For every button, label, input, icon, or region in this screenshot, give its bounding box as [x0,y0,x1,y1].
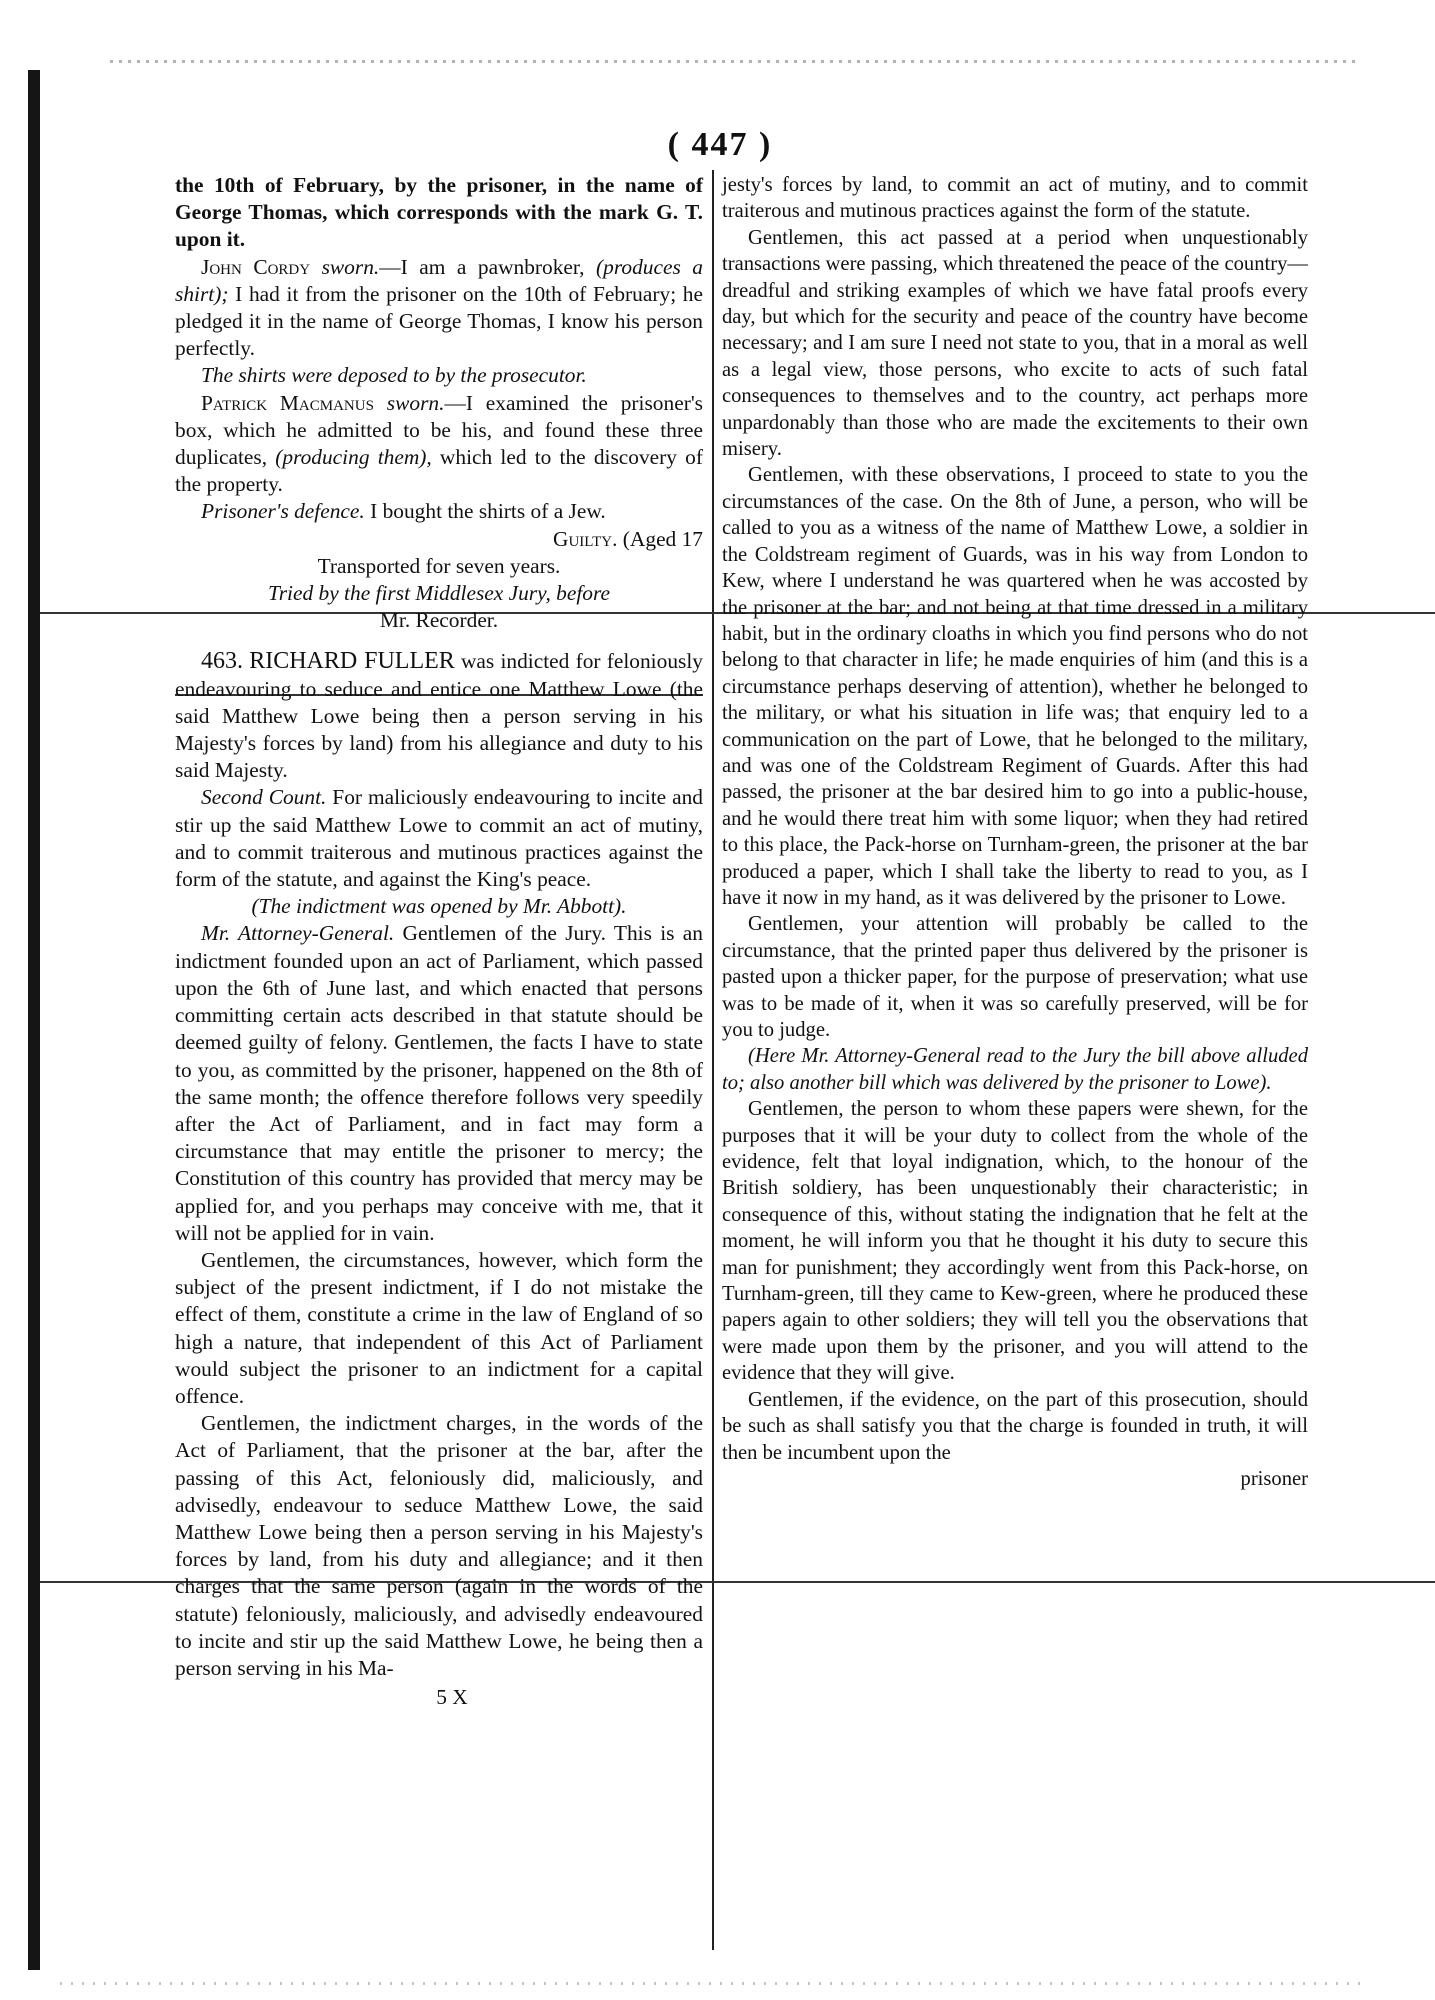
continued-paragraph: jesty's forces by land, to commit an act of mutiny, and to commit traiterous and mutinous practices against the form of the statute. [722,174,1308,223]
speech-paragraph: Gentlemen, this act passed at a period when unquestionably transactions were passing, which threatened the peace of the country—dreadful and striking examples of which we have fatal proofs every day, but which for the security and peace of the country have become necessary; and I am sure I need not state to you, that in a moral as well as a legal view, those persons, who excite to acts of such fatal consequences to themselves and to the country, act perhaps more unpardonably than those who are made the excitements to their own misery. [722,226,1308,461]
continued-paragraph: the 10th of February, by the prisoner, in the name of George Thomas, which corresponds with the mark G. T. upon it. [175,173,703,252]
defence-text: I bought the shirts of a Jew. [364,499,606,524]
testimony-cordy [175,254,703,363]
defence-label: Prisoner's defence. [201,499,365,524]
prisoner-defence [175,498,703,525]
sentence: Transported for seven years. [317,553,561,578]
opened-by-note: (The indictment was opened by Mr. Abbott). [251,894,627,919]
testimony-text: —I am a pawnbroker, [379,254,597,279]
charge-text: was indicted for feloniously endeavouring to seduce and entice one Matthew Lowe (the said Matthew Lowe being then a person serving in his Majesty's forces by land) from his allegiance and duty to his said Majesty. [175,649,703,783]
reading-note: (Here Mr. Attorney-General read to the Jury the bill above alluded to; also another bill which was delivered by the prisoner to Lowe). [722,1045,1308,1094]
scan-binding-edge [28,70,40,1970]
stage-direction: (produces a shirt); [175,254,703,306]
tried-by-judge: Mr. Recorder. [379,608,499,633]
scan-top-noise [110,60,1360,63]
right-column [722,172,1308,1492]
speech-paragraph: Gentlemen, if the evidence, on the part of this prosecution, should be such as shall satisfy you that the charge is founded in truth, it will then be incumbent upon the [722,1388,1308,1464]
second-count [175,784,703,893]
verdict-line [175,526,703,553]
speaker-label: Mr. Attorney-General. [201,921,395,946]
attorney-general-speech [175,920,703,1246]
deposition-note: The shirts were deposed to by the prosecutor. [201,363,587,388]
testimony-text: —I examined the prisoner's box, which he admitted to be his, and found these three duplicates, [175,390,703,470]
left-column [175,172,703,1711]
tried-by-line: Tried by the first Middlesex Jury, before [268,581,610,606]
prisoner-age: (Aged 17 [622,526,703,551]
witness-name: Patrick Macmanus [201,390,374,415]
testimony-macmanus [175,390,703,499]
testimony-text: I had it from the prisoner on the 10th of February; he pledged it in the name of George Thomas, I know his person perfectly. [175,281,703,361]
second-count-label: Second Count. [201,785,327,810]
speech-paragraph: Gentlemen, your attention will probably be called to the circumstance, that the printed paper thus delivered by the prisoner is pasted upon a thicker paper, for the purpose of preservation; what use was to be made of it, when it was so carefully preserved, will be for you to judge. [722,913,1308,1041]
speech-text: Gentlemen of the Jury. This is an indictment founded upon an act of Parliament, which passed upon the 6th of June last, and which enacted that persons committing certain acts described in that statute should be deemed guilty of felony. Gentlemen, the facts I have to state to you, as committed by the prisoner, happened on the 8th of the same month; the offence therefore follows very speedily after the Act of Parliament, and in fact may form a circumstance that may entitle the prisoner to mercy; the Constitution of this country has provided that mercy may be applied for, and you perhaps may conceive with me, that it will not be applied for in vain. [175,921,703,1245]
column-divider [712,170,714,1950]
second-count-text: For maliciously endeavouring to incite and stir up the said Matthew Lowe to commit an act of mutiny, and to commit traiterous and mutinous practices against the form of the statute, and against the King's peace. [175,785,703,892]
speech-paragraph: Gentlemen, with these observations, I proceed to state to you the circumstances of the case. On the 8th of June, a person, who will be called to you as a witness of the name of Matthew Lowe, a soldier in the Coldstream regiment of Guards, was in his way from London to Kew, where I understand he was quartered when he was accosted by the prisoner at the bar; and not being at that time dressed in a military habit, but in the ordinary cloaths in which you find persons who do not belong to that character in life; he made enquiries of him (and this is a circumstance perhaps deserving of attention), whether he belonged to the military, or what his situation in life was; that enquiry led to a communication on the part of Lowe, that he belonged to the military, and was one of the Coldstream Regiment of Guards. After this had passed, the prisoner at the bar desired him to go into a public-house, and he would there treat him with some liquor; when they had retired to this place, the Pack-horse on Turnham-green, the prisoner at the bar produced a paper, which I shall take the liberty to read to you, as I have it now in my hand, as it was delivered by the prisoner to Lowe. [722,464,1308,909]
scan-bottom-noise [60,1982,1360,1985]
verdict: Guilty. [553,526,618,551]
stage-direction: (producing them), [275,445,432,470]
sworn-label: sworn. [321,254,380,279]
speech-paragraph: Gentlemen, the indictment charges, in the words of the Act of Parliament, that the prisoner at the bar, after the passing of this Act, feloniously did, maliciously, and advisedly, endeavour to seduce Matthew Lowe, the said Matthew Lowe being then a person serving in his Majesty's forces by land, from his duty and allegiance; and it then charges that the same person (again in the words of the statute) feloniously, maliciously, and advisedly endeavoured to incite and stir up the said Matthew Lowe, he being then a person serving in his Ma- [175,1411,703,1680]
case-heading [175,648,703,784]
testimony-text: which led to the discovery of the property. [175,445,703,497]
speech-paragraph: Gentlemen, the person to whom these papers were shewn, for the purposes that it will be your duty to collect from the whole of the evidence, felt that loyal indignation, which, to the honour of the British soldiery, has been unquestionably their characteristic; in consequence of this, without stating the indignation that he felt at the moment, he will inform you that he thought it his duty to secure this man for punishment; they accordingly went from this Pack-horse, on Turnham-green, till they came to Kew-green, where he produced these papers again to other soldiers; they will tell you the observations that were made upon them by the prisoner, and you will attend to the evidence that they will give. [722,1098,1308,1385]
sworn-label: sworn. [386,390,445,415]
page-number: ( 447 ) [667,126,773,163]
case-number: 463. [201,648,243,675]
catchword: prisoner [1240,1467,1308,1490]
defendant-name: RICHARD FULLER [249,648,455,675]
witness-name: John Cordy [201,254,311,279]
signature-mark: 5 X [436,1685,468,1710]
speech-paragraph: Gentlemen, the circumstances, however, which form the subject of the present indictment, if I do not mistake the effect of them, constitute a crime in the law of England of so high a nature, that independent of this Act of Parliament would subject the prisoner to an indictment for a capital offence. [175,1247,703,1408]
